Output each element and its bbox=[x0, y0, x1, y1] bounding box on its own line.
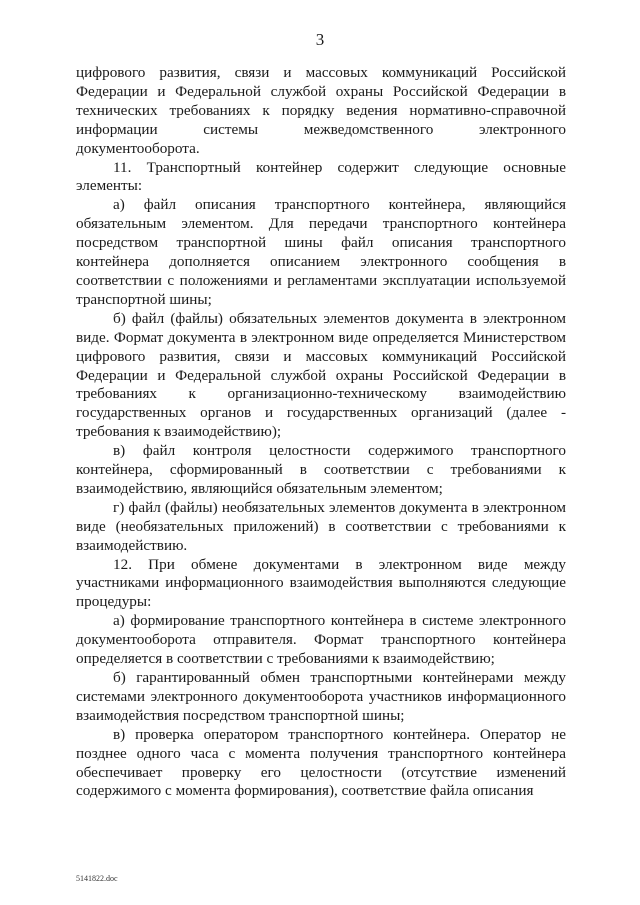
paragraph-item-11b: б) файл (файлы) обязательных элементов документа в электронном виде. Формат документа в электронном виде определяется Министерством цифрового развития, связи и массовых коммуникаций Российской Федерации и Федеральной службой охраны Российской Федерации в требованиях к организационно-техническому взаимодействию государственных органов и государственных организаций (далее - требования к взаимодействию); bbox=[76, 309, 566, 441]
file-footer: 5141822.doc bbox=[76, 874, 118, 883]
document-body bbox=[76, 64, 566, 801]
paragraph-continuation: цифрового развития, связи и массовых коммуникаций Российской Федерации и Федеральной службой охраны Российской Федерации в технических требованиях к порядку ведения нормативно-справочной информации системы межведомственного электронного документооборота. bbox=[76, 64, 566, 157]
page-number: 3 bbox=[315, 30, 325, 49]
paragraph-item-11: 11. Транспортный контейнер содержит следующие основные элементы: bbox=[76, 158, 566, 195]
paragraph-item-11a: а) файл описания транспортного контейнера, являющийся обязательным элементом. Для передачи транспортного контейнера посредством транспортной шины файл описания транспортного контейнера дополняется описанием электронного сообщения в соответствии с положениями и регламентами эксплуатации используемой транспортной шины; bbox=[76, 196, 566, 308]
paragraph-item-11v: в) файл контроля целостности содержимого транспортного контейнера, сформированный в соответствии с требованиями к взаимодействию, являющийся обязательным элементом; bbox=[76, 442, 566, 497]
paragraph-item-11g: г) файл (файлы) необязательных элементов документа в электронном виде (необязательных приложений) в соответствии с требованиями к взаимодействию. bbox=[76, 498, 566, 554]
paragraph-item-12a: а) формирование транспортного контейнера в системе электронного документооборота отправителя. Формат транспортного контейнера определяется в соответствии с требованиями к взаимодействию; bbox=[76, 612, 566, 668]
paragraph-item-12b: б) гарантированный обмен транспортными контейнерами между системами электронного документооборота участников информационного взаимодействия посредством транспортной шины; bbox=[76, 669, 566, 724]
paragraph-item-12v: в) проверка оператором транспортного контейнера. Оператор не позднее одного часа с момента получения транспортного контейнера обеспечивает проверку его целостности (отсутствие изменений содержимого с момента формирования), соответствие файла описания bbox=[76, 725, 566, 800]
paragraph-item-12: 12. При обмене документами в электронном виде между участниками информационного взаимодействия выполняются следующие процедуры: bbox=[76, 555, 566, 611]
